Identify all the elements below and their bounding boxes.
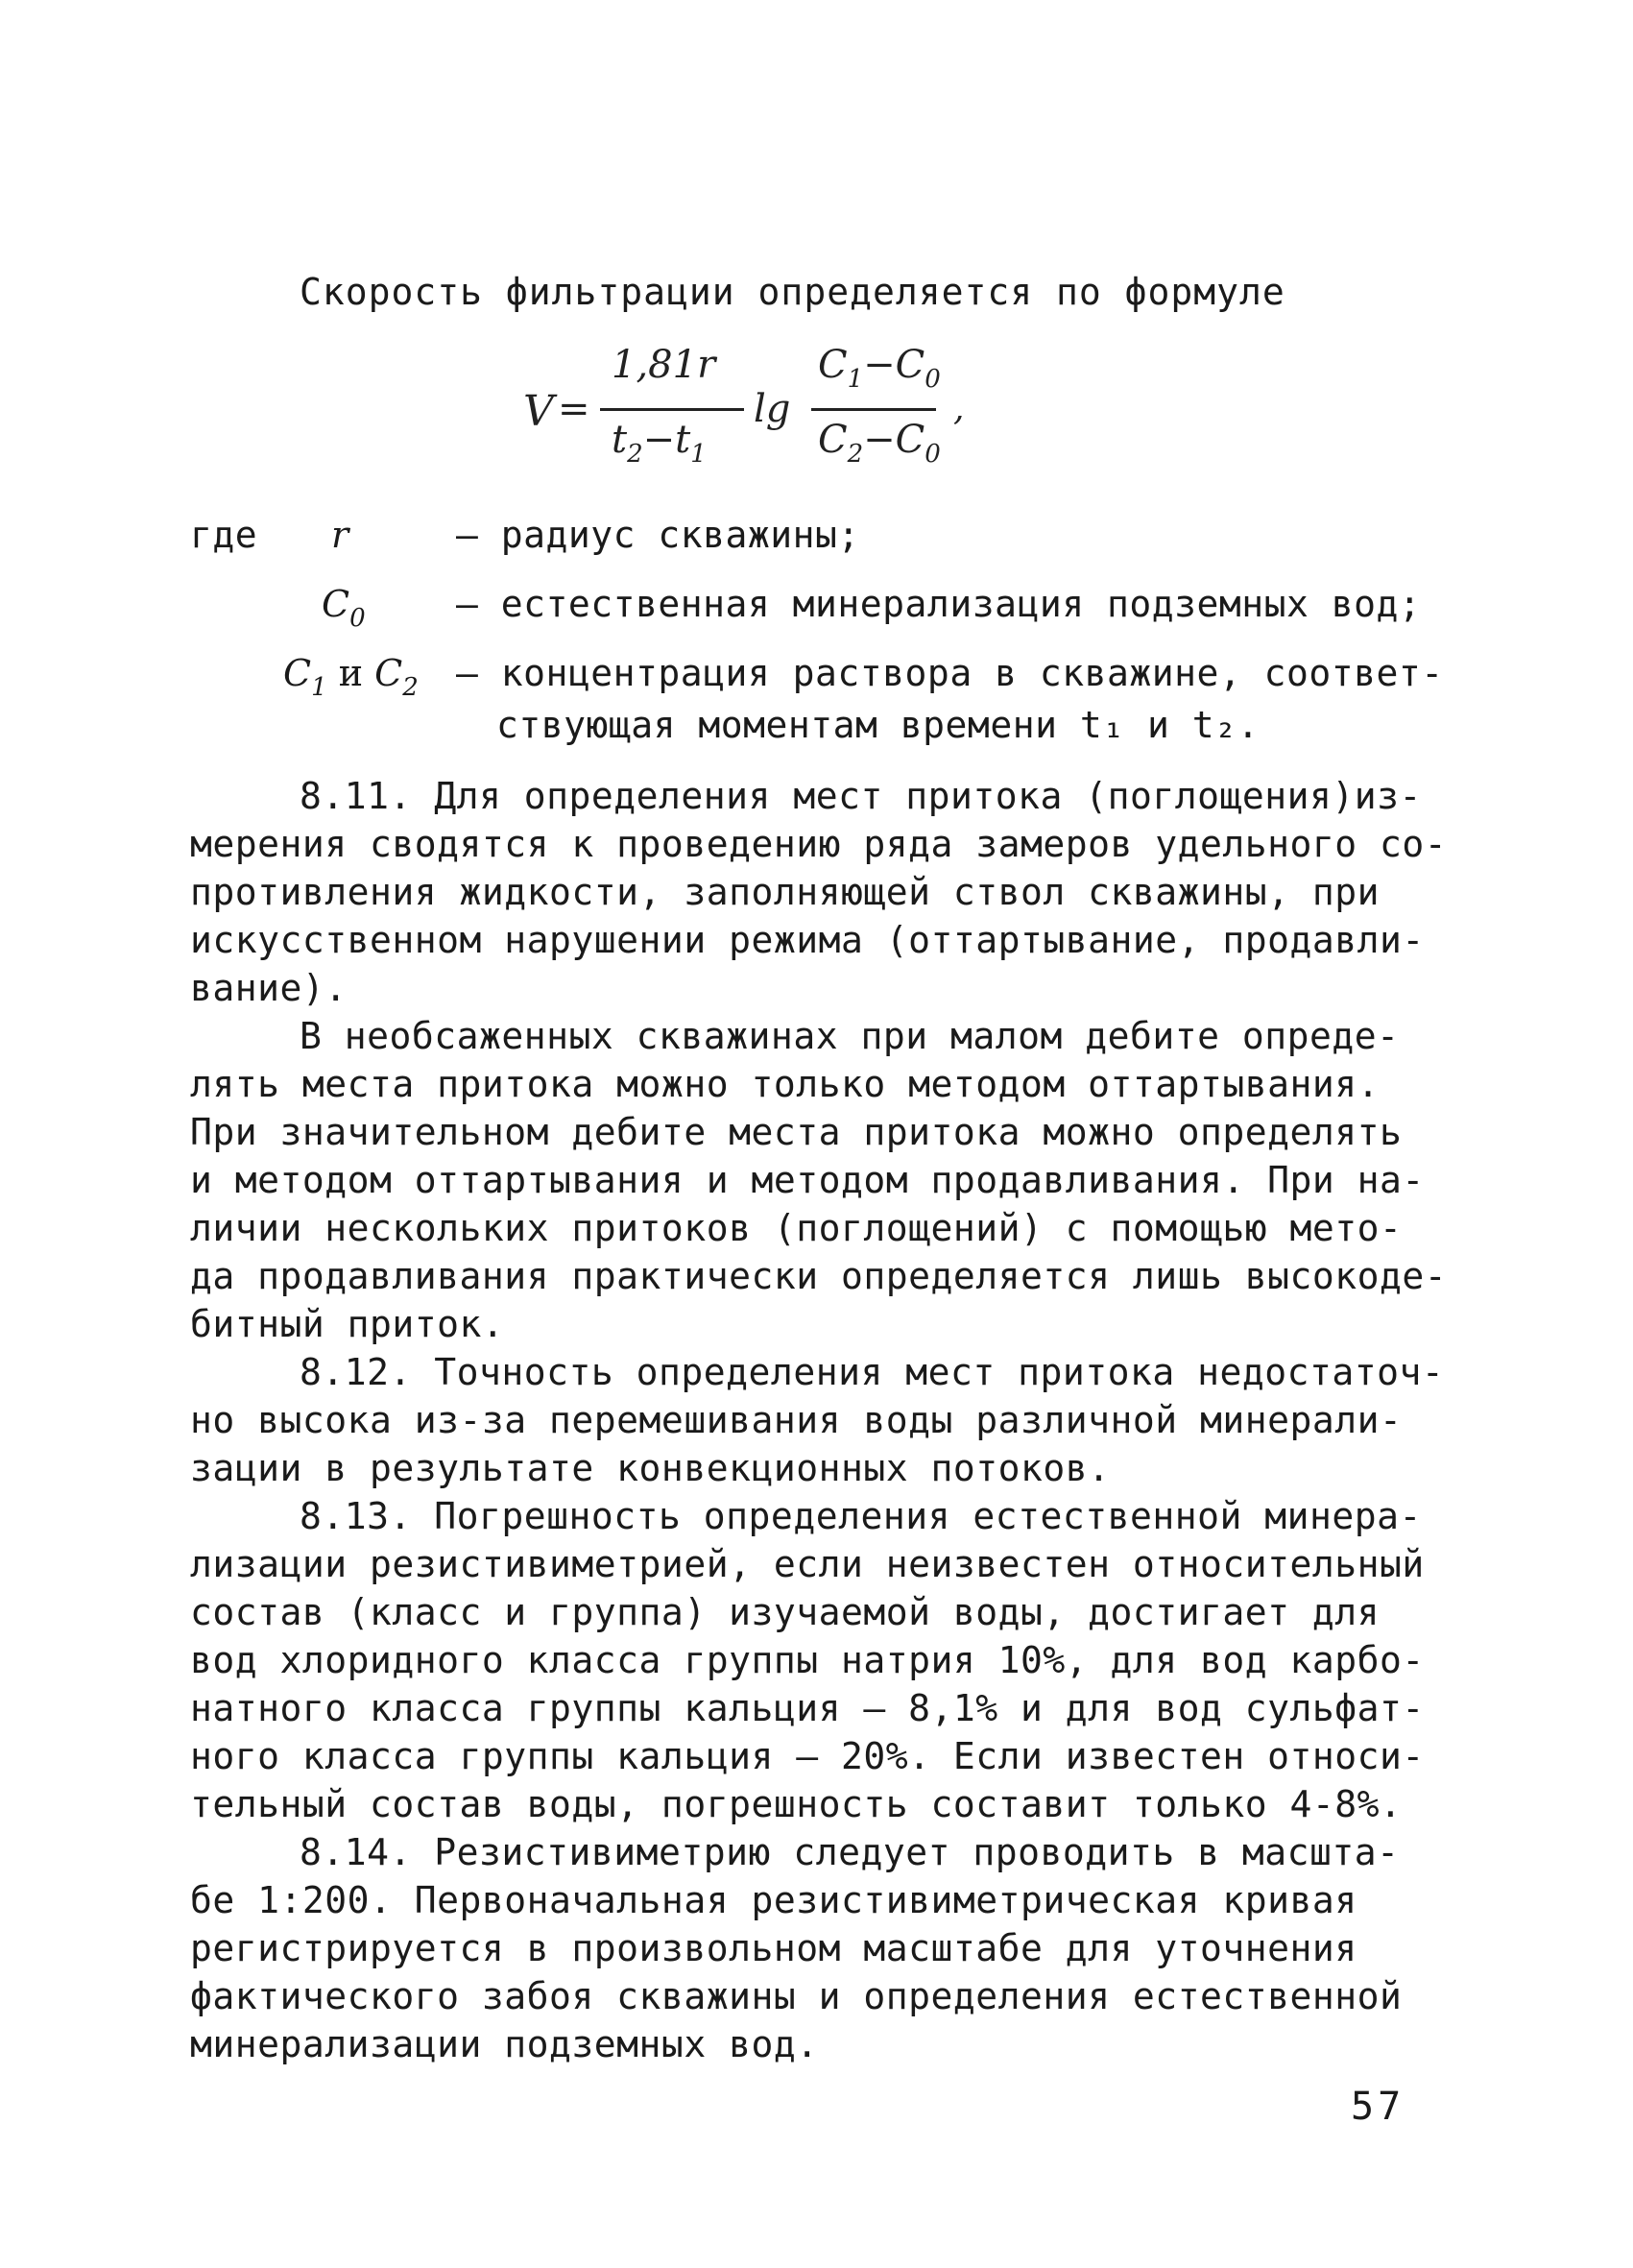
body-line: личии нескольких притоков (поглощений) с помощью мето- (190, 1207, 1403, 1249)
where-label: где (190, 514, 258, 556)
def-text-c0: – естественная минерализация подземных вод; (456, 583, 1422, 625)
body-line: ного класса группы кальция – 20%. Если известен относи- (190, 1735, 1425, 1777)
body-line: состав (класс и группа) изучаемой воды, достигает для (190, 1591, 1381, 1633)
body-line: фактического забоя скважины и определения естественной (190, 1975, 1403, 2017)
fraction2-bar (811, 408, 936, 411)
body-line: вание). (190, 967, 348, 1009)
fraction2-numerator: $C_1-C_0$ (818, 343, 941, 394)
body-line: вод хлоридного класса группы натрия 10%, для вод карбо- (190, 1639, 1425, 1681)
body-line: бе 1:200. Первоначальная резистивиметрическая кривая (190, 1879, 1357, 1921)
body-line: мерения сводятся к проведению ряда замеров удельного со- (190, 823, 1448, 865)
body-line: В необсаженных скважинах при малом дебите опреде- (300, 1015, 1400, 1057)
body-line: При значительном дебите места притока можно определять (190, 1111, 1403, 1153)
intro-text: Скорость фильтрации определяется по формуле (300, 271, 1285, 313)
fraction1-denominator: $t_2-t_1$ (612, 418, 707, 469)
body-line: регистрируется в произвольном масштабе для уточнения (190, 1927, 1357, 1969)
def-symbol-c0: $C_0$ (322, 583, 366, 633)
def-symbol-c1-c2: $C_1$ и $C_2$ (283, 652, 419, 702)
def-text-c1-c2: – концентрация раствора в скважине, соответ- (456, 652, 1444, 694)
formula-trailing-comma: , (953, 389, 965, 428)
body-line: минерализации подземных вод. (190, 2023, 819, 2065)
body-line: битный приток. (190, 1303, 505, 1345)
body-line: 8.14. Резистивиметрию следует проводить в масшта- (300, 1831, 1400, 1873)
page-number: 57 (1351, 2085, 1405, 2129)
body-line: и методом оттартывания и методом продавливания. При на- (190, 1159, 1425, 1201)
fraction2-denominator: $C_2-C_0$ (818, 418, 941, 469)
formula-lhs: V (523, 387, 554, 436)
body-line: 8.13. Погрешность определения естественной минера- (300, 1495, 1422, 1537)
body-line: искусственном нарушении режима (оттартывание, продавли- (190, 919, 1425, 961)
body-line: лять места притока можно только методом оттартывания. (190, 1063, 1381, 1105)
formula-equals: = (558, 387, 590, 431)
formula-lg: lg (754, 387, 791, 431)
body-line: лизации резистивиметрией, если неизвестен относительный (190, 1543, 1425, 1585)
body-line: 8.11. Для определения мест притока (поглощения)из- (300, 775, 1422, 817)
body-line: тельный состав воды, погрешность составит только 4-8%. (190, 1783, 1403, 1825)
fraction1-numerator: 1,81r (612, 343, 716, 387)
def-symbol-r: r (331, 514, 349, 556)
def-text-r: – радиус скважины; (456, 514, 860, 556)
body-line: 8.12. Точность определения мест притока недостаточ- (300, 1351, 1445, 1393)
body-line: натного класса группы кальция – 8,1% и для вод сульфат- (190, 1687, 1425, 1729)
body-line: но высока из-за перемешивания воды различной минерали- (190, 1399, 1403, 1441)
body-line: противления жидкости, заполняющей ствол скважины, при (190, 871, 1381, 913)
body-line: зации в результате конвекционных потоков. (190, 1447, 1111, 1489)
filtration-velocity-formula (523, 341, 1022, 485)
body-line: да продавливания практически определяется лишь высокоде- (190, 1255, 1448, 1297)
def-text-c1-c2-cont: ствующая моментам времени t₁ и t₂. (496, 704, 1260, 746)
fraction1-bar (600, 408, 744, 411)
